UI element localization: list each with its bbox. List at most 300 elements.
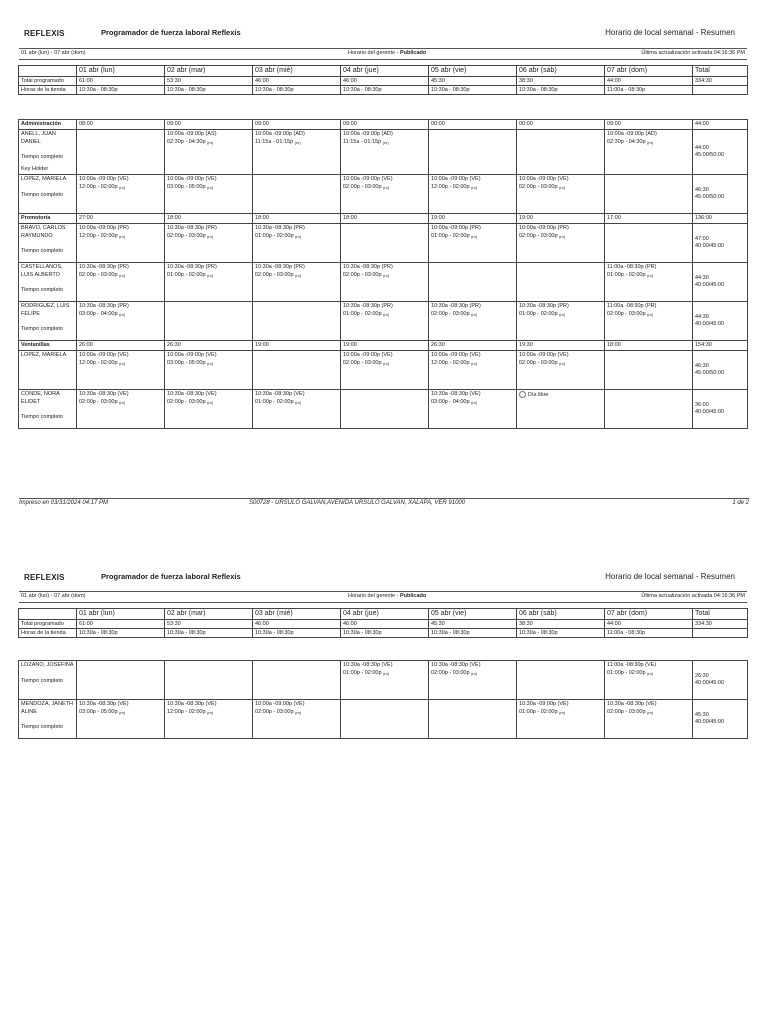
- shift-time: 10:00a -09:00p (PR): [79, 225, 129, 231]
- break-time: 02:00p - 03:00p: [607, 708, 648, 715]
- break-marker: (m): [559, 184, 566, 190]
- employee-name: CASTELLANOS, LUIS ALBERTO: [21, 264, 63, 278]
- employee-total: 44:30: [695, 313, 709, 320]
- employee-name-cell: [19, 224, 77, 263]
- shift-time: 11:00a -08:30p (PR): [607, 264, 657, 270]
- break-marker: (m): [471, 399, 478, 405]
- employee-name: RODRIGUEZ, LUIS FELIPE: [21, 303, 70, 317]
- break-time: 03:00p - 05:00p: [167, 183, 208, 190]
- break-marker: (m): [207, 272, 214, 278]
- summary-cell: [693, 86, 748, 95]
- shift-time: 10:00a -09:00p (VE): [519, 176, 569, 182]
- summary-row: [19, 629, 748, 638]
- employee-total: 45:30: [695, 711, 709, 718]
- employee-tag: Key Holder: [21, 165, 49, 172]
- employee-row: [19, 661, 748, 700]
- department-hours: 08:00: [77, 120, 165, 130]
- department-hours: 19:00: [341, 341, 429, 351]
- employee-name-cell: [19, 661, 77, 700]
- employee-row: [19, 224, 748, 263]
- shift-cell: [517, 224, 605, 263]
- shift-cell: [165, 302, 253, 341]
- shift-time: 10:00a -09:00p (VE): [79, 352, 129, 358]
- summary-cell: 10:30a - 08:30p: [77, 629, 165, 638]
- shift-time: 10:30a -08:30p (PR): [79, 264, 129, 270]
- employee-name-cell: [19, 175, 77, 214]
- break-time: 02:30p - 04:30p: [167, 138, 208, 145]
- shift-cell: [605, 351, 693, 390]
- shift-cell: [605, 700, 693, 739]
- employee-row: [19, 130, 748, 175]
- break-marker: (m): [559, 360, 566, 366]
- break-time: 12:00p - 02:00p: [79, 183, 120, 190]
- shift-time: 10:00a -09:00p (PR): [519, 225, 569, 231]
- break-time: 01:00p - 02:00p: [607, 669, 648, 676]
- employee-total-cell: [693, 302, 748, 341]
- shift-cell: [165, 224, 253, 263]
- break-marker: (m): [119, 311, 126, 317]
- employee-total-cell: [693, 224, 748, 263]
- summary-header-row: [19, 609, 748, 620]
- shift-cell: [517, 390, 605, 429]
- shift-cell: [77, 390, 165, 429]
- employee-role: Tiempo completo: [21, 414, 63, 420]
- break-marker: (m): [119, 233, 126, 239]
- summary-column-header: [19, 66, 77, 77]
- shift-cell: [605, 224, 693, 263]
- shift-cell: [77, 224, 165, 263]
- shift-time: 10:30a -08:30p (VE): [167, 391, 217, 397]
- break-marker: (m): [207, 139, 214, 145]
- summary-cell: 46:00: [341, 620, 429, 629]
- employee-name: LOPEZ, MARIELA: [21, 352, 67, 358]
- schedule-status: Horario del gerente - Publicado: [348, 593, 427, 599]
- employee-role: Tiempo completo: [21, 248, 63, 254]
- break-marker: (m): [295, 709, 302, 715]
- shift-time: 10:00a -09:00p (AD): [255, 131, 305, 137]
- break-time: 02:00p - 03:00p: [79, 398, 120, 405]
- summary-table: [18, 608, 748, 638]
- page-1: [0, 26, 768, 516]
- shift-time: 10:00a -09:00p (VE): [167, 176, 217, 182]
- summary-row: [19, 86, 748, 95]
- employee-name: LOZANO, JOSEFINA: [21, 662, 74, 668]
- department-hours: 09:00: [341, 120, 429, 130]
- break-marker: (m): [471, 184, 478, 190]
- employee-total: 46:30: [695, 186, 709, 193]
- shift-cell: [253, 224, 341, 263]
- break-marker: (m): [295, 399, 302, 405]
- shift-cell: [253, 302, 341, 341]
- app-title: Programador de fuerza laboral Reflexis: [101, 28, 241, 37]
- employee-total-cell: [693, 175, 748, 214]
- shift-time: 10:30a -08:30p (VE): [431, 662, 481, 668]
- summary-column-header: [19, 609, 77, 620]
- summary-column-header: 04 abr (jue): [341, 66, 429, 77]
- department-hours: 09:00: [605, 120, 693, 130]
- shift-time: 10:00a -09:00p (PR): [431, 225, 481, 231]
- shift-time: 10:00a -09:00p (VE): [79, 176, 129, 182]
- shift-cell: [341, 390, 429, 429]
- break-marker: (m): [559, 233, 566, 239]
- department-row: [19, 120, 748, 130]
- summary-column-header: Total: [693, 609, 748, 620]
- employee-total: 44:30: [695, 274, 709, 281]
- shift-cell: [429, 263, 517, 302]
- page-footer: [19, 498, 749, 509]
- department-hours: 00:00: [429, 120, 517, 130]
- printed-date: Impreso en 03/31/2024 04:17 PM: [19, 500, 109, 506]
- employee-total-cell: [693, 700, 748, 739]
- break-marker: (m): [471, 670, 478, 676]
- employee-total-cell: [693, 390, 748, 429]
- shift-time: 10:30a -08:30p (PR): [343, 264, 393, 270]
- shift-time: 10:30a -09:00p (VE): [519, 701, 569, 707]
- break-time: 12:00p - 02:00p: [431, 359, 472, 366]
- break-time: 12:00p - 02:00p: [79, 359, 120, 366]
- shift-time: 10:30a -08:30p (VE): [79, 391, 129, 397]
- shift-cell: [605, 661, 693, 700]
- shift-cell: [429, 351, 517, 390]
- department-hours: 09:00: [165, 120, 253, 130]
- shift-cell: [77, 661, 165, 700]
- department-hours: 19:00: [253, 341, 341, 351]
- department-hours: 19:00: [429, 214, 517, 224]
- shift-time: 10:00a -09:00p (VE): [519, 352, 569, 358]
- department-hours: 18:00: [253, 214, 341, 224]
- department-hours: 26:30: [429, 341, 517, 351]
- break-time: 12:00p - 02:00p: [167, 708, 208, 715]
- summary-cell: 11:00a - 08:30p: [605, 629, 693, 638]
- break-marker: (m): [119, 184, 126, 190]
- department-hours: 26:00: [77, 341, 165, 351]
- break-marker: (m): [295, 272, 302, 278]
- employee-name-cell: [19, 351, 77, 390]
- department-name: Ventanillas: [19, 341, 77, 351]
- employee-total-cell: [693, 263, 748, 302]
- summary-column-header: 03 abr (mié): [253, 609, 341, 620]
- shift-cell: [341, 661, 429, 700]
- break-time: 01:00p - 02:00p: [431, 232, 472, 239]
- shift-time: 10:30a -08:30p (VE): [255, 391, 305, 397]
- employee-role: Tiempo completo: [21, 191, 63, 198]
- break-time: 11:15a - 01:15p: [255, 138, 295, 145]
- shift-cell: [165, 130, 253, 175]
- summary-cell: 44:00: [605, 77, 693, 86]
- shift-cell: [429, 390, 517, 429]
- shift-time: 10:30a -08:30p (PR): [79, 303, 129, 309]
- shift-time: 10:00a -09:00p (VE): [431, 176, 481, 182]
- shift-cell: [77, 175, 165, 214]
- shift-time: 10:30a -08:30p (PR): [519, 303, 569, 309]
- break-marker: (m): [119, 709, 126, 715]
- shift-time: 10:30a -08:30p (VE): [167, 701, 217, 707]
- shift-cell: [341, 224, 429, 263]
- department-hours: 09:00: [253, 120, 341, 130]
- employee-name-cell: [19, 700, 77, 739]
- shift-cell: [77, 130, 165, 175]
- break-marker: (m): [383, 311, 390, 317]
- break-marker: (m): [471, 311, 478, 317]
- shift-time: 10:30a -08:30p (PR): [167, 225, 217, 231]
- shift-cell: [429, 661, 517, 700]
- department-name: Promotoría: [19, 214, 77, 224]
- break-time: 01:00p - 02:00p: [255, 398, 296, 405]
- shift-cell: [341, 351, 429, 390]
- shift-cell: [605, 175, 693, 214]
- shift-time: 10:30a -08:30p (VE): [607, 701, 657, 707]
- employee-total-cell: [693, 351, 748, 390]
- department-hours: 19:00: [517, 214, 605, 224]
- break-time: 02:00p - 03:00p: [431, 669, 472, 676]
- summary-column-header: 06 abr (sáb): [517, 66, 605, 77]
- break-time: 02:00p - 03:00p: [431, 310, 472, 317]
- shift-cell: [77, 351, 165, 390]
- break-marker: (m): [383, 184, 390, 190]
- break-time: 11:15a - 01:15p: [343, 138, 383, 145]
- break-marker: (m): [647, 139, 654, 145]
- last-update: Última actualización activada 04:16:36 PM: [641, 50, 745, 56]
- employee-total: 26:30: [695, 672, 709, 679]
- department-hours: 44:00: [693, 120, 748, 130]
- employee-total: 46:30: [695, 362, 709, 369]
- employee-row: [19, 263, 748, 302]
- employee-name-cell: [19, 302, 77, 341]
- employee-target: 45:00/50:00: [695, 152, 725, 158]
- employee-total: 47:00: [695, 235, 709, 242]
- store-address: S00728 - URSULO GALVAN,AVENIDA URSULO GALVAN, XALAPA, VER 91000: [249, 500, 466, 506]
- break-marker: (m): [647, 311, 654, 317]
- employee-role: Tiempo completo: [21, 326, 63, 332]
- reflexis-logo: REFLEXIS: [24, 29, 65, 38]
- shift-cell: [341, 130, 429, 175]
- shift-cell: [165, 351, 253, 390]
- employee-target: 45:00/50:00: [695, 370, 725, 376]
- shift-time: 10:00a -09:00p (VE): [343, 176, 393, 182]
- report-title: Horario de local semanal - Resumen: [605, 572, 735, 581]
- break-time: 02:30p - 04:30p: [607, 138, 648, 145]
- employee-role: Tiempo completo: [21, 287, 63, 293]
- schedule-table-page-2: [18, 660, 748, 739]
- shift-cell: [253, 130, 341, 175]
- department-hours: 19:30: [517, 341, 605, 351]
- shift-time: 11:00a -08:30p (PR): [607, 303, 657, 309]
- break-time: 01:00p - 02:00p: [343, 669, 384, 676]
- summary-cell: 45:30: [429, 77, 517, 86]
- employee-target: 40:00/45:00: [695, 719, 725, 725]
- shift-cell: [77, 700, 165, 739]
- shift-cell: [253, 351, 341, 390]
- summary-column-header: 02 abr (mar): [165, 609, 253, 620]
- break-marker: (m): [471, 360, 478, 366]
- report-title: Horario de local semanal - Resumen: [605, 28, 735, 37]
- shift-cell: [165, 263, 253, 302]
- shift-time: 10:30a -08:30p (PR): [431, 303, 481, 309]
- break-time: 01:00p - 02:00p: [167, 271, 208, 278]
- summary-row-label: Horas de la tienda: [19, 86, 77, 95]
- break-marker: (m): [647, 272, 654, 278]
- shift-cell: [517, 661, 605, 700]
- schedule-subheader: [19, 591, 747, 603]
- employee-target: 40:00/45:00: [695, 243, 725, 249]
- schedule-status: Horario del gerente - Publicado: [348, 50, 427, 56]
- break-time: 02:00p - 03:00p: [255, 708, 296, 715]
- summary-header-row: [19, 66, 748, 77]
- summary-row: [19, 620, 748, 629]
- employee-name: ANELL, JUAN DANIEL: [21, 131, 56, 145]
- summary-table: [18, 65, 748, 95]
- break-marker: (m): [383, 670, 390, 676]
- employee-target: 45:00/50:00: [695, 194, 725, 200]
- day-off-label: Día libre: [528, 391, 549, 398]
- break-time: 12:00p - 02:00p: [79, 232, 120, 239]
- break-time: 02:00p - 03:00p: [519, 183, 560, 190]
- summary-cell: [693, 629, 748, 638]
- break-time: 01:00p - 02:00p: [519, 310, 560, 317]
- break-marker: (m): [383, 272, 390, 278]
- employee-target: 40:00/45:00: [695, 409, 725, 415]
- break-time: 03:00p - 04:00p: [431, 398, 472, 405]
- department-hours: 18:00: [165, 214, 253, 224]
- break-marker: (m): [207, 233, 214, 239]
- summary-cell: 61:00: [77, 77, 165, 86]
- shift-time: 10:00a -09:00p (AD): [607, 131, 657, 137]
- page-number: 1 de 2: [732, 500, 749, 506]
- summary-cell: 53:30: [165, 620, 253, 629]
- summary-cell: 11:00a - 08:30p: [605, 86, 693, 95]
- summary-cell: 45:30: [429, 620, 517, 629]
- summary-cell: 10:30a - 08:30p: [429, 86, 517, 95]
- summary-cell: 61:00: [77, 620, 165, 629]
- break-marker: (m): [119, 360, 126, 366]
- shift-time: 11:00a -08:30p (VE): [607, 662, 657, 668]
- shift-time: 10:00a -09:00p (VE): [343, 352, 393, 358]
- shift-cell: [517, 130, 605, 175]
- shift-cell: [605, 263, 693, 302]
- summary-cell: 10:30a - 08:30p: [517, 86, 605, 95]
- shift-cell: [429, 175, 517, 214]
- summary-column-header: Total: [693, 66, 748, 77]
- summary-cell: 10:30a - 08:30p: [253, 629, 341, 638]
- break-time: 02:00p - 03:00p: [343, 359, 384, 366]
- summary-column-header: 07 abr (dom): [605, 609, 693, 620]
- shift-cell: [341, 700, 429, 739]
- break-marker: (m): [647, 670, 654, 676]
- shift-cell: [341, 302, 429, 341]
- break-time: 12:00p - 02:00p: [431, 183, 472, 190]
- department-hours: 136:00: [693, 214, 748, 224]
- summary-column-header: 06 abr (sáb): [517, 609, 605, 620]
- break-time: 03:00p - 04:00p: [79, 310, 120, 317]
- employee-row: [19, 700, 748, 739]
- summary-cell: 334:30: [693, 77, 748, 86]
- break-time: 01:00p - 02:00p: [519, 708, 560, 715]
- break-marker: (m): [295, 233, 302, 239]
- page-2: [0, 570, 768, 770]
- shift-cell: [253, 263, 341, 302]
- shift-time: 10:30a -08:30p (VE): [79, 701, 129, 707]
- break-time: 01:00p - 02:00p: [343, 310, 384, 317]
- department-hours: 27:00: [77, 214, 165, 224]
- shift-time: 10:30a -08:30p (VE): [343, 662, 393, 668]
- shift-time: 10:00a -09:00p (VE): [255, 701, 305, 707]
- employee-name: LOPEZ, MARIELA: [21, 176, 67, 182]
- shift-time: 10:30a -08:30p (PR): [167, 264, 217, 270]
- break-time: 01:00p - 02:00p: [255, 232, 296, 239]
- employee-name: MENDOZA, JANETH ALINE: [21, 701, 73, 715]
- shift-cell: [517, 351, 605, 390]
- employee-total-cell: [693, 661, 748, 700]
- shift-cell: [429, 302, 517, 341]
- employee-name-cell: [19, 390, 77, 429]
- employee-row: [19, 302, 748, 341]
- break-time: 03:00p - 05:00p: [167, 359, 208, 366]
- summary-row-label: Total programado: [19, 77, 77, 86]
- app-title: Programador de fuerza laboral Reflexis: [101, 572, 241, 581]
- schedule-subheader: [19, 48, 747, 60]
- shift-cell: [341, 175, 429, 214]
- shift-cell: [429, 130, 517, 175]
- summary-cell: 46:00: [341, 77, 429, 86]
- break-marker: (m): [119, 399, 126, 405]
- date-range: 01 abr (lun) - 07 abr (dom): [21, 50, 86, 56]
- shift-cell: [341, 263, 429, 302]
- page-header: [0, 570, 768, 590]
- summary-cell: 53:30: [165, 77, 253, 86]
- shift-cell: [253, 661, 341, 700]
- employee-row: [19, 390, 748, 429]
- employee-total: 36:00: [695, 401, 709, 408]
- break-time: 02:00p - 03:00p: [343, 271, 384, 278]
- summary-row-label: Horas de la tienda: [19, 629, 77, 638]
- day-off-icon: [519, 391, 526, 398]
- department-name: Administración: [19, 120, 77, 130]
- employee-role: Tiempo completo: [21, 154, 63, 160]
- date-range: 01 abr (lun) - 07 abr (dom): [21, 593, 86, 599]
- shift-cell: [517, 302, 605, 341]
- summary-column-header: 01 abr (lun): [77, 66, 165, 77]
- shift-time: 10:00a -09:00p (VE): [167, 352, 217, 358]
- shift-cell: [517, 700, 605, 739]
- break-time: 02:00p - 03:00p: [607, 310, 648, 317]
- summary-column-header: 02 abr (mar): [165, 66, 253, 77]
- shift-time: 10:30a -08:30p (VE): [431, 391, 481, 397]
- summary-column-header: 05 abr (vie): [429, 66, 517, 77]
- shift-time: 10:00a -09:00p (VE): [431, 352, 481, 358]
- shift-cell: [605, 390, 693, 429]
- break-marker: (m): [382, 139, 389, 145]
- shift-cell: [429, 700, 517, 739]
- department-row: [19, 341, 748, 351]
- summary-column-header: 05 abr (vie): [429, 609, 517, 620]
- shift-cell: [165, 175, 253, 214]
- summary-column-header: 03 abr (mié): [253, 66, 341, 77]
- summary-cell: 38:30: [517, 620, 605, 629]
- employee-name-cell: [19, 130, 77, 175]
- break-marker: (m): [647, 709, 654, 715]
- shift-time: 10:30a -08:30p (PR): [255, 225, 305, 231]
- page-header: [0, 26, 768, 46]
- shift-time: 10:30a -08:30p (PR): [255, 264, 305, 270]
- shift-cell: [253, 175, 341, 214]
- employee-target: 40:00/45:00: [695, 680, 725, 686]
- break-time: 02:00p - 03:00p: [519, 232, 560, 239]
- break-marker: (m): [207, 184, 214, 190]
- break-marker: (m): [471, 233, 478, 239]
- break-time: 01:00p - 02:00p: [607, 271, 648, 278]
- shift-cell: [605, 302, 693, 341]
- last-update: Última actualización activada 04:16:36 PM: [641, 593, 745, 599]
